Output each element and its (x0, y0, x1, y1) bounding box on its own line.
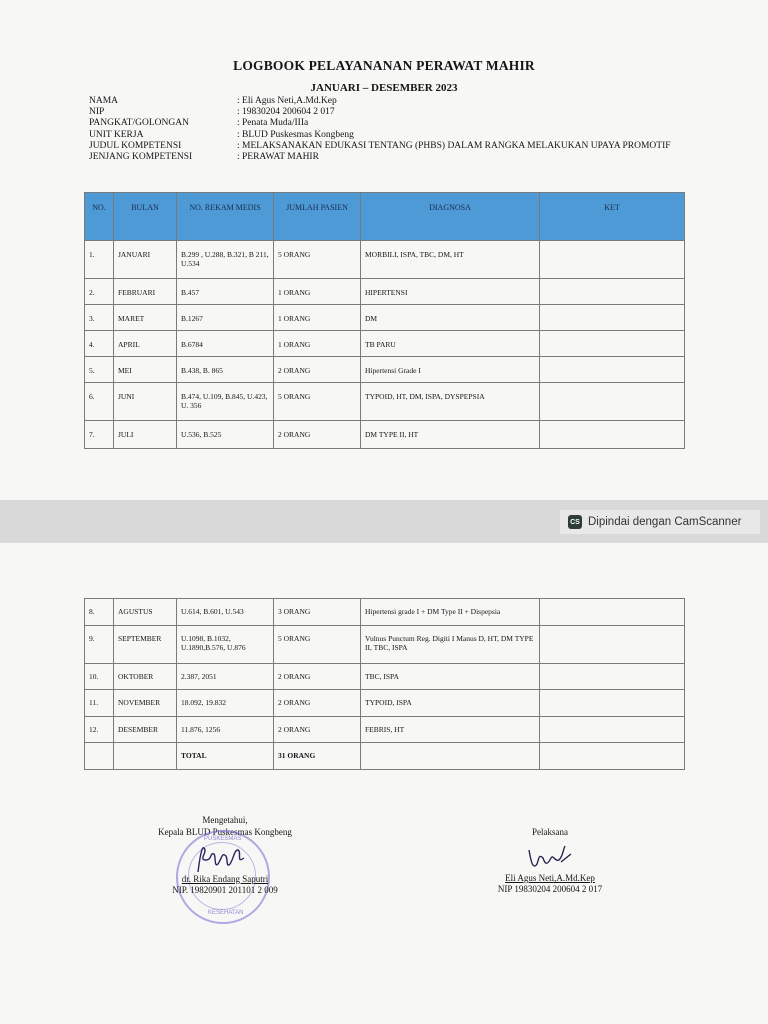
cell-no: 4. (85, 331, 114, 357)
info-row-unit-kerja (89, 130, 671, 141)
cell-jumlah: 2 ORANG (274, 421, 361, 449)
signer-left-name: dr. Rika Endang Saputri (181, 874, 269, 884)
cell-diagnosa: DM (361, 305, 540, 331)
cell-empty (540, 743, 685, 770)
cell-jumlah: 5 ORANG (274, 626, 361, 664)
cell-empty (114, 743, 177, 770)
cell-empty (85, 743, 114, 770)
cell-no: 5. (85, 357, 114, 383)
cell-ket (540, 279, 685, 305)
mengetahui-label: Mengetahui, (202, 815, 248, 825)
header-no: NO. (85, 193, 114, 241)
signer-right-name: Eli Agus Neti,A.Md.Kep (505, 873, 595, 883)
cell-diagnosa: Hipertensi Grade I (361, 357, 540, 383)
table-row (85, 421, 685, 449)
cell-jumlah: 1 ORANG (274, 305, 361, 331)
cell-ket (540, 331, 685, 357)
info-label: JENJANG KOMPETENSI (89, 152, 193, 163)
cell-rekam: U.614, B.601, U.543 (177, 599, 274, 626)
cell-bulan: JANUARI (114, 241, 177, 279)
info-value: : PERAWAT MAHIR (237, 152, 319, 163)
cell-ket (540, 305, 685, 331)
period-subtitle: JANUARI – DESEMBER 2023 (310, 82, 458, 94)
cell-bulan: DESEMBER (114, 717, 177, 743)
cell-rekam: U.1098, B.1032, U.1890,B.576, U.876 (177, 626, 274, 664)
info-value: : 19830204 200604 2 017 (237, 107, 335, 118)
logbook-table-part-1 (84, 192, 685, 449)
cell-diagnosa: FEBRIS, HT (361, 717, 540, 743)
table-row (85, 279, 685, 305)
cell-diagnosa: MORBILI, ISPA, TBC, DM, HT (361, 241, 540, 279)
cell-no: 1. (85, 241, 114, 279)
table-row (85, 664, 685, 690)
header-jumlah-pasien: JUMLAH PASIEN (274, 193, 361, 241)
table-row (85, 690, 685, 717)
cell-ket (540, 421, 685, 449)
info-row-judul-kompetensi (89, 141, 671, 152)
cell-jumlah: 3 ORANG (274, 599, 361, 626)
cell-no: 7. (85, 421, 114, 449)
cell-rekam: B.457 (177, 279, 274, 305)
total-value: 31 ORANG (274, 743, 361, 770)
info-label: PANGKAT/GOLONGAN (89, 118, 189, 129)
table-total-row (85, 743, 685, 770)
cell-jumlah: 5 ORANG (274, 241, 361, 279)
cell-no: 10. (85, 664, 114, 690)
cell-ket (540, 383, 685, 421)
cell-diagnosa: DM TYPE II, HT (361, 421, 540, 449)
cell-bulan: SEPTEMBER (114, 626, 177, 664)
document-page-1 (0, 0, 768, 500)
cell-no: 9. (85, 626, 114, 664)
signer-right-nip: NIP 19830204 200604 2 017 (497, 884, 603, 894)
info-row-nip (89, 107, 671, 118)
cell-rekam: B.299 , U.288, B.321, B 211, U.534 (177, 241, 274, 279)
cell-bulan: FEBRUARI (114, 279, 177, 305)
info-label: NIP (89, 107, 105, 118)
cell-jumlah: 1 ORANG (274, 331, 361, 357)
cell-diagnosa: TBC, ISPA (361, 664, 540, 690)
cell-no: 3. (85, 305, 114, 331)
table-row (85, 305, 685, 331)
cell-no: 11. (85, 690, 114, 717)
cell-bulan: APRIL (114, 331, 177, 357)
cell-rekam: 2.387, 2051 (177, 664, 274, 690)
cell-jumlah: 2 ORANG (274, 664, 361, 690)
cell-rekam: B.6784 (177, 331, 274, 357)
signature-left-icon (190, 838, 250, 878)
cell-no: 8. (85, 599, 114, 626)
info-row-pangkat (89, 118, 671, 129)
cell-diagnosa: TYPOID, HT, DM, ISPA, DYSPEPSIA (361, 383, 540, 421)
table-row (85, 357, 685, 383)
table-header-row (85, 193, 685, 241)
header-ket: KET (540, 193, 685, 241)
signer-left-nip: NIP. 19820901 201101 2 009 (172, 885, 278, 895)
cell-no: 12. (85, 717, 114, 743)
cell-rekam: 11.876, 1256 (177, 717, 274, 743)
info-row-nama (89, 96, 671, 107)
cell-bulan: JUNI (114, 383, 177, 421)
cell-diagnosa: Hipertensi grade I + DM Type II + Dispepsia (361, 599, 540, 626)
camscanner-badge (560, 510, 760, 534)
cell-ket (540, 626, 685, 664)
cell-jumlah: 2 ORANG (274, 690, 361, 717)
cell-ket (540, 664, 685, 690)
stamp-ring-text: KESEHATAN (208, 910, 244, 916)
cell-ket (540, 717, 685, 743)
header-diagnosa: DIAGNOSA (361, 193, 540, 241)
info-value: : BLUD Puskesmas Kongbeng (237, 129, 354, 140)
info-label: UNIT KERJA (89, 129, 144, 140)
cell-ket (540, 241, 685, 279)
info-label: NAMA (89, 96, 119, 106)
cell-ket (540, 599, 685, 626)
cell-bulan: AGUSTUS (114, 599, 177, 626)
table-row (85, 241, 685, 279)
total-label: TOTAL (177, 743, 274, 770)
info-row-jenjang-kompetensi (89, 152, 671, 163)
cell-bulan: OKTOBER (114, 664, 177, 690)
kepala-title: Kepala BLUD Puskesmas Kongbeng (158, 827, 292, 837)
table-row (85, 717, 685, 743)
page-title: LOGBOOK PELAYANANAN PERAWAT MAHIR (233, 58, 535, 73)
logbook-table-part-2 (84, 598, 685, 770)
table-row (85, 331, 685, 357)
cell-jumlah: 2 ORANG (274, 357, 361, 383)
cell-bulan: JULI (114, 421, 177, 449)
camscanner-icon: CS (568, 515, 582, 529)
cell-jumlah: 1 ORANG (274, 279, 361, 305)
info-value: : Penata Muda/IIIa (237, 118, 309, 129)
cell-rekam: B.438, B. 865 (177, 357, 274, 383)
cell-ket (540, 690, 685, 717)
table-row (85, 626, 685, 664)
cell-diagnosa: TB PARU (361, 331, 540, 357)
cell-bulan: MARET (114, 305, 177, 331)
header-bulan: BULAN (114, 193, 177, 241)
cell-jumlah: 5 ORANG (274, 383, 361, 421)
header-rekam-medis: NO. REKAM MEDIS (177, 193, 274, 241)
cell-empty (361, 743, 540, 770)
table-row (85, 383, 685, 421)
stamp-ring-text: PUSKESMAS (204, 836, 242, 842)
table-row (85, 599, 685, 626)
cell-diagnosa: HIPERTENSI (361, 279, 540, 305)
cell-no: 6. (85, 383, 114, 421)
cell-jumlah: 2 ORANG (274, 717, 361, 743)
pelaksana-label: Pelaksana (532, 827, 568, 837)
info-value: : MELAKSANAKAN EDUKASI TENTANG (PHBS) DALAM RANGKA MELAKUKAN UPAYA PROMOTIF (237, 140, 671, 151)
cell-rekam: 18.092, 19.832 (177, 690, 274, 717)
camscanner-text: Dipindai dengan CamScanner (588, 516, 742, 528)
cell-ket (540, 357, 685, 383)
cell-no: 2. (85, 279, 114, 305)
cell-rekam: U.536, B.525 (177, 421, 274, 449)
cell-diagnosa: Vulnus Punctum Reg. Digiti I Manus D, HT, DM TYPE II, TBC, ISPA (361, 626, 540, 664)
info-label: JUDUL KOMPETENSI (89, 140, 182, 151)
cell-rekam: B.1267 (177, 305, 274, 331)
signature-right-icon (525, 840, 575, 872)
info-block (89, 96, 671, 163)
cell-bulan: NOVEMBER (114, 690, 177, 717)
cell-bulan: MEI (114, 357, 177, 383)
cell-rekam: B.474, U.109, B.845, U.423, U. 356 (177, 383, 274, 421)
info-value: : Eli Agus Neti,A.Md.Kep (237, 96, 337, 106)
cell-diagnosa: TYPOID, ISPA (361, 690, 540, 717)
